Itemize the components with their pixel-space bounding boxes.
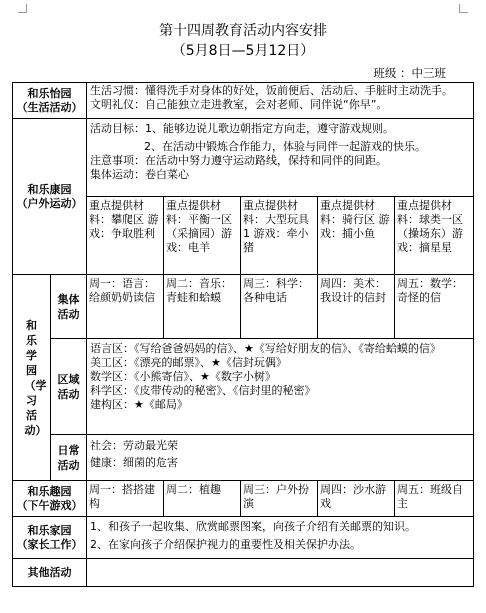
home-item-2: 2、在家向孩子介绍保护视力的重要性及相关保护办法。 [90, 538, 361, 551]
afternoon-label: 和乐趣园 （下午游戏） [13, 481, 87, 517]
outdoor-label: 和乐康园 （户外运动） [13, 119, 87, 275]
crop-mark-top-right [459, 4, 468, 13]
outdoor-day-fri: 重点提供材料：球类一区（操场东）游戏：摘星星 [395, 197, 474, 275]
afternoon-day-mon: 周一：搭搭建构 [87, 481, 164, 517]
crop-mark-top-left [18, 4, 27, 13]
area-science: 科学区：《皮带传动的秘密》、《信封里的秘密》 [90, 384, 316, 397]
other-content [87, 559, 474, 587]
date-range: （5月8日—5月12日） [171, 43, 315, 59]
learn-group-row [13, 275, 474, 339]
outdoor-day-thu: 重点提供材料：骑行区 游戏：捕小鱼 [318, 197, 395, 275]
outdoor-goal-2: 2、在活动中锻炼合作能力，体验与同伴一起游戏的快乐。 [144, 140, 426, 153]
life-row [13, 83, 474, 119]
life-content [87, 83, 474, 119]
afternoon-day-thu: 周四：沙水游戏 [318, 481, 395, 517]
learn-area-label: 区域活动 [51, 339, 87, 435]
outdoor-goal-1: 活动目标：1、能够边说儿歌边朝指定方向走，遵守游戏规则。 [90, 122, 394, 135]
area-language: 语言区：《写给爸爸妈妈的信》、★《写给好朋友的信》、《寄给蛤蟆的信》 [90, 342, 441, 355]
afternoon-day-tue: 周二：植趣 [164, 481, 241, 517]
group-day-thu: 周四：美术：我设计的信封 [318, 275, 395, 339]
group-day-fri: 周五：数学：奇怪的信 [395, 275, 474, 339]
area-math: 数学区：《小熊寄信》、★《数字小树》 [90, 370, 276, 383]
group-day-tue: 周二：音乐：青蛙和蛤蟆 [164, 275, 241, 339]
outdoor-goals [87, 119, 474, 197]
life-habit: 生活习惯：懂得洗手对身体的好处，饭前便后、活动后、手脏时主动洗手。 [90, 84, 453, 97]
outdoor-note: 注意事项：在活动中努力遵守运动路线，保持和同伴的间距。 [90, 154, 387, 167]
home-content [87, 517, 474, 559]
learn-daily-row [13, 435, 474, 481]
document-title: 第十四周教育活动内容安排 [159, 23, 327, 39]
learn-label: 和乐学园（学习活动） [13, 275, 51, 481]
life-label: 和乐怡园 （生活活动） [13, 83, 87, 119]
learn-area-row [13, 339, 474, 435]
afternoon-day-wed: 周三：户外扮演 [241, 481, 318, 517]
outdoor-group: 集体运动：卷白菜心 [90, 168, 189, 181]
afternoon-row [13, 481, 474, 517]
class-label: 班级 ：中三班 [373, 66, 446, 80]
area-list [87, 339, 474, 435]
group-day-wed: 周三：科学：各种电话 [241, 275, 318, 339]
learn-group-label: 集体活动 [51, 275, 87, 339]
area-construction: 建构区：★《邮局》 [90, 398, 188, 411]
daily-social: 社会：劳动最光荣 [90, 439, 178, 452]
outdoor-row [13, 119, 474, 197]
daily-health: 健康：细菌的危害 [90, 456, 178, 469]
life-etiquette: 文明礼仪：自己能独立走进教室，会对老师、同伴说“你早”。 [90, 98, 388, 111]
other-row [13, 559, 474, 587]
afternoon-day-fri: 周五：班级自主 [395, 481, 474, 517]
learn-daily-label: 日常活动 [51, 435, 87, 481]
daily-list [87, 435, 474, 481]
other-label: 其他活动 [13, 559, 87, 587]
schedule-table [12, 82, 474, 587]
group-day-mon: 周一：语言：给颜奶奶读信 [87, 275, 164, 339]
outdoor-day-tue: 重点提供材料：平衡一区（采摘园）游戏：电羊 [164, 197, 241, 275]
area-art: 美工区：《漂亮的邮票》、★《信封玩偶》 [90, 356, 287, 369]
home-item-1: 1、和孩子一起收集、欣赏邮票图案，向孩子介绍有关邮票的知识。 [90, 520, 416, 533]
outdoor-day-wed: 重点提供材料：大型玩具1 游戏：牵小猪 [241, 197, 318, 275]
home-row [13, 517, 474, 559]
outdoor-day-mon: 重点提供材料：攀爬区 游戏：争取胜利 [87, 197, 164, 275]
home-label: 和乐家园 （家长工作） [13, 517, 87, 559]
